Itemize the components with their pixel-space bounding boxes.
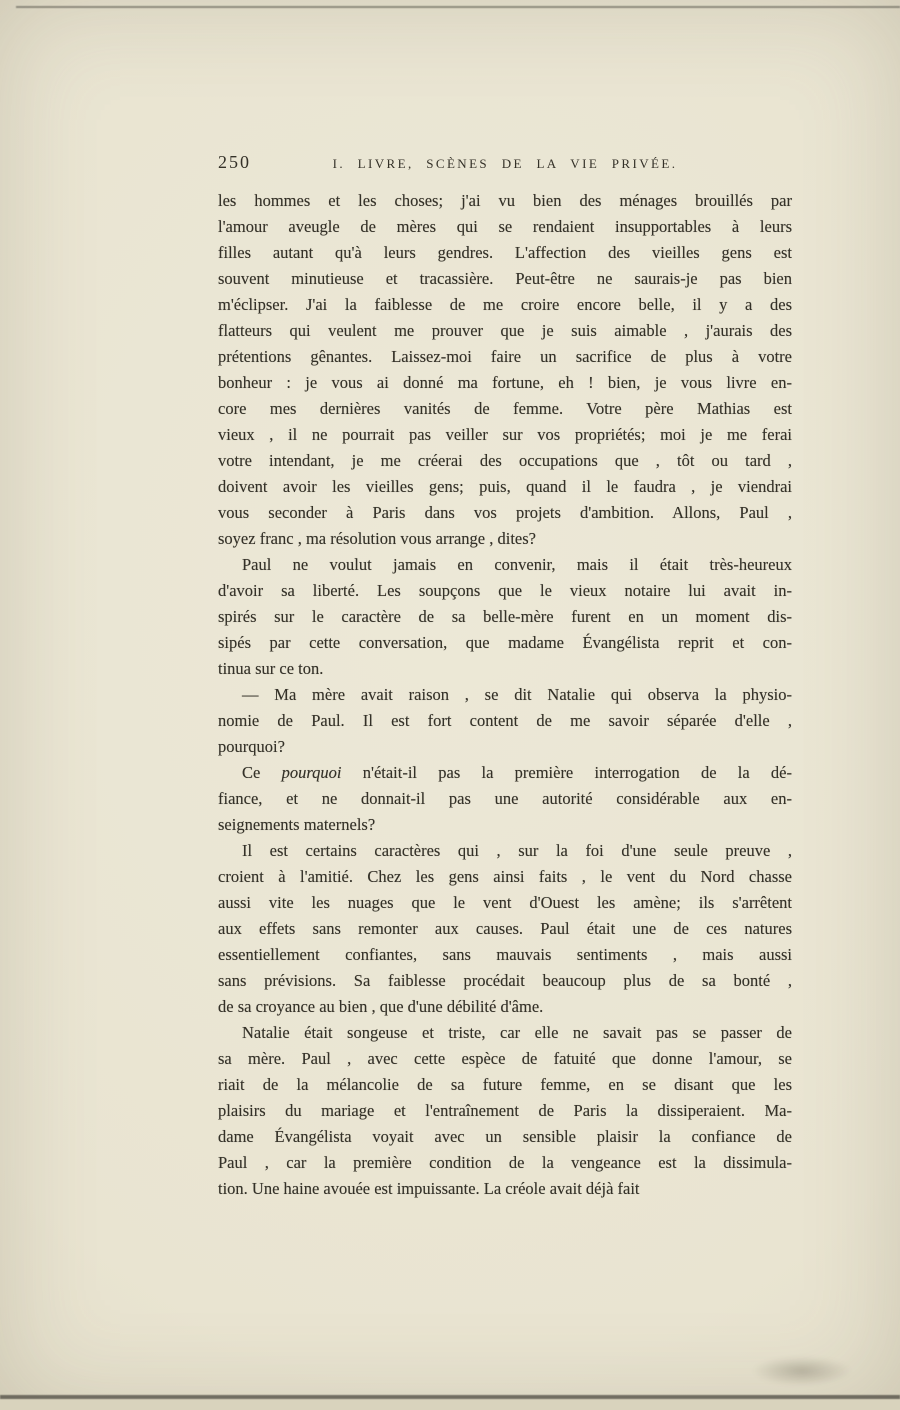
text-line: soyez franc , ma résolution vous arrange , dites? [218,529,536,548]
paragraph [218,552,792,682]
text-line: vous seconder à Paris dans vos projets d'ambition. Allons, Paul , [218,503,792,522]
text-line: les hommes et les choses; j'ai vu bien des ménages brouillés par [218,191,792,210]
page-body [218,188,792,1202]
text-line: Paul , car la première condition de la vengeance est la dissimula- [218,1153,792,1172]
text-line: essentiellement confiantes, sans mauvais sentiments , mais aussi [218,945,792,964]
text-line: dame Évangélista voyait avec un sensible plaisir la confiance de [218,1127,792,1146]
text-line: prétentions gênantes. Laissez-moi faire un sacrifice de plus à votre [218,347,792,366]
text-line: l'amour aveugle de mères qui se rendaient insupportables à leurs [218,217,792,236]
text-line: riait de la mélancolie de sa future femme, en se disant que les [218,1075,792,1094]
page-header [218,152,792,176]
running-title: I. LIVRE, SCÈNES DE LA VIE PRIVÉE. [332,156,678,171]
text-line: Il est certains caractères qui , sur la foi d'une seule preuve , [242,841,792,860]
text-line: Natalie était songeuse et triste, car elle ne savait pas se passer de [242,1023,792,1042]
text-line: sa mère. Paul , avec cette espèce de fatuité que donne l'amour, se [218,1049,792,1068]
scan-artifact-bottom-edge [0,1395,900,1399]
text-line: flatteurs qui veulent me prouver que je suis aimable , j'aurais des [218,321,792,340]
text-line: sans prévisions. Sa faiblesse procédait beaucoup plus de sa bonté , [218,971,792,990]
page-number: 250 [218,152,251,172]
text-line: Paul ne voulut jamais en convenir, mais il était très-heureux [242,555,792,574]
text-line: m'éclipser. J'ai la faiblesse de me croire encore belle, il y a des [218,295,792,314]
text-line: d'avoir sa liberté. Les soupçons que le vieux notaire lui avait in- [218,581,792,600]
text-line: votre intendant, je me créerai des occupations que , tôt ou tard , [218,451,792,470]
text-line: sipés par cette conversation, que madame Évangélista reprit et con- [218,633,792,652]
text-line: nomie de Paul. Il est fort content de me savoir séparée d'elle , [218,711,792,730]
text-line: aussi vite les nuages que le vent d'Ouest les amène; ils s'arrêtent [218,893,792,912]
text-line: pourquoi? [218,737,285,756]
paragraph [218,188,792,552]
scan-artifact-smudge [752,1356,852,1386]
paragraph [218,682,792,760]
text-line: seignements maternels? [218,815,376,834]
text-line: tion. Une haine avouée est impuissante. La créole avait déjà fait [218,1179,640,1198]
scan-artifact-bottom-shade [0,1399,900,1410]
text-line: filles autant qu'à leurs gendres. L'affection des vieilles gens est [218,243,792,262]
text-line: spirés sur le caractère de sa belle-mère furent en un moment dis- [218,607,792,626]
text-line: tinua sur ce ton. [218,659,324,678]
text-line: de sa croyance au bien , que d'une débilité d'âme. [218,997,544,1016]
text-line: croient à l'amitié. Chez les gens ainsi faits , le vent du Nord chasse [218,867,792,886]
text-line: fiance, et ne donnait-il pas une autorité considérable aux en- [218,789,792,808]
text-line: souvent minutieuse et tracassière. Peut-être ne saurais-je pas bien [218,269,792,288]
text-line: plaisirs du mariage et l'entraînement de Paris la dissiperaient. Ma- [218,1101,792,1120]
text-line: core mes dernières vanités de femme. Votre père Mathias est [218,399,792,418]
paragraph [218,1020,792,1202]
paragraph [218,838,792,1020]
italic-word: pourquoi [281,763,342,782]
text-line: Ce pourquoi n'était-il pas la première interrogation de la dé- [242,763,792,782]
text-line: — Ma mère avait raison , se dit Natalie qui observa la physio- [242,685,792,704]
text-block [218,0,792,1202]
text-line: aux effets sans remonter aux causes. Paul était une de ces natures [218,919,792,938]
text-line: bonheur : je vous ai donné ma fortune, eh ! bien, je vous livre en- [218,373,792,392]
paragraph [218,760,792,838]
text-line: doivent avoir les vieilles gens; puis, quand il le faudra , je viendrai [218,477,792,496]
text-line: vieux , il ne pourrait pas veiller sur vos propriétés; moi je me ferai [218,425,792,444]
